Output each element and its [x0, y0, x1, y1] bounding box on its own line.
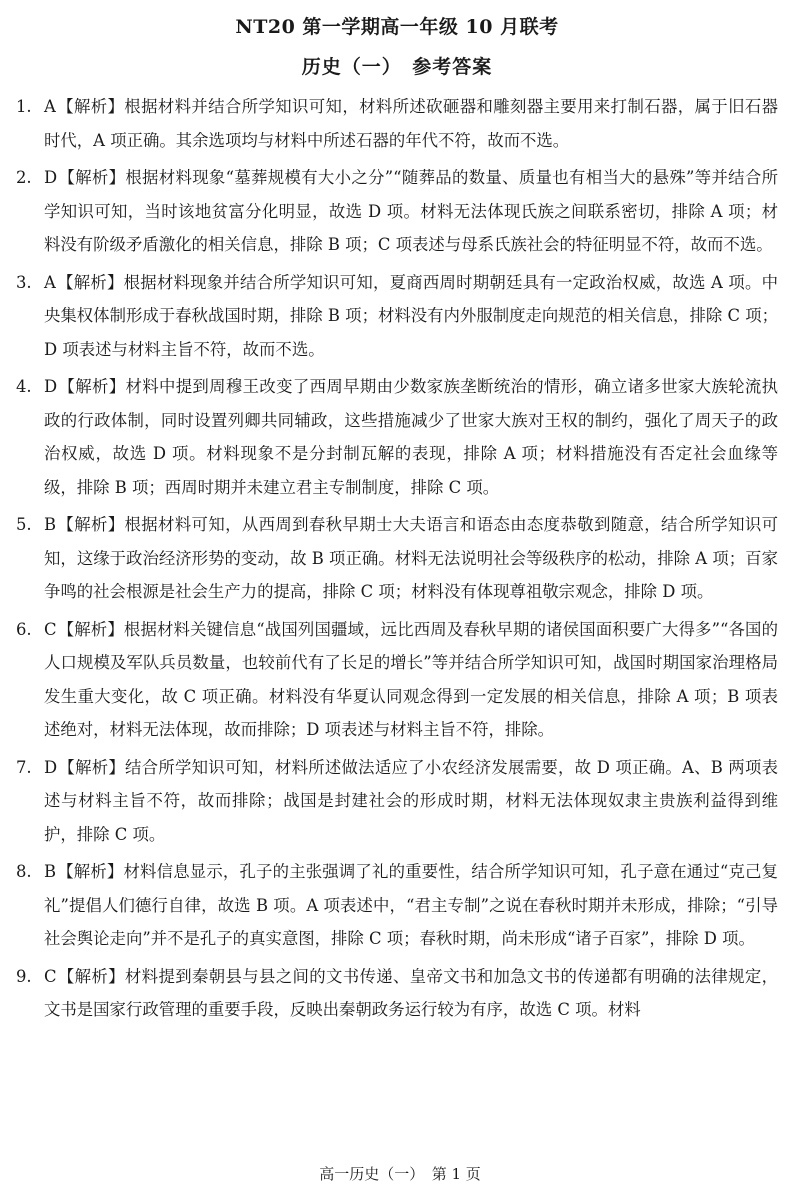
explanation: 【解析】根据材料现象并结合所学知识可知，夏商西周时期朝廷具有一定政治权威，故选 A 项。中央集权体制形成于春秋战国时期，排除 B 项；材料没有内外服制度走向规范的相关信息，排除 C 项；D 项表述与材料主旨不符，故而不选。 — [44, 272, 778, 359]
question-number: 2. — [16, 168, 32, 187]
answer-text — [44, 855, 778, 956]
explanation: 【解析】根据材料关键信息“战国列国疆域，远比西周及春秋早期的诸侯国面积要广大得多”“各国的人口规模及军队兵员数量，也较前代有了长足的增长”等并结合所学知识可知，战国时期国家治理格局发生重大变化，故 C 项正确。材料没有华夏认同观念得到一定发展的相关信息，排除 A 项；B 项表述绝对，材料无法体现，故而排除；D 项表述与材料主旨不符，排除。 — [44, 619, 778, 739]
question-number: 3. — [16, 272, 32, 292]
answer-letter: C — [44, 966, 57, 986]
answer-letter: D — [44, 377, 58, 396]
question-number: 9. — [16, 966, 32, 986]
answer-list — [16, 90, 778, 1027]
explanation: 【解析】材料提到秦朝县与县之间的文书传递、皇帝文书和加急文书的传递都有明确的法律规定，文书是国家行政管理的重要手段，反映出秦朝政务运行较为有序，故选 C 项。材料 — [44, 966, 778, 1019]
explanation: 【解析】根据材料现象“墓葬规模有大小之分”“随葬品的数量、质量也有相当大的悬殊”等并结合所学知识可知，当时该地贫富分化明显，故选 D 项。材料无法体现氏族之间联系密切，排除 A 项；材料没有阶级矛盾激化的相关信息，排除 B 项；C 项表述与母系氏族社会的特征明显不符，故而不选。 — [44, 168, 778, 254]
answer-letter: D — [44, 168, 58, 187]
answer-text — [44, 613, 778, 747]
answer-item-8 — [16, 855, 778, 956]
answer-item-5 — [16, 508, 778, 609]
answer-text — [44, 161, 778, 262]
answer-text — [44, 370, 778, 504]
question-number: 6. — [16, 619, 32, 639]
page-footer: 高一历史（一） 第 1 页 — [319, 1165, 481, 1183]
question-number: 7. — [16, 757, 32, 777]
question-number: 5. — [16, 515, 32, 534]
answer-item-6 — [16, 613, 778, 747]
answer-item-1 — [16, 90, 778, 157]
explanation: 【解析】材料中提到周穆王改变了西周早期由少数家族垄断统治的情形，确立诸多世家大族轮流执政的行政体制，同时设置列卿共同辅政，这些措施减少了世家大族对王权的制约，强化了周天子的政治权威，故选 D 项。材料现象不是分封制瓦解的表现，排除 A 项；材料措施没有否定社会血缘等级，排除 B 项；西周时期并未建立君主专制制度，排除 C 项。 — [44, 377, 778, 497]
answer-text — [44, 266, 778, 367]
answer-item-9 — [16, 960, 778, 1027]
exam-title: NT20 第一学期高一年级 10 月联考 — [235, 16, 559, 38]
answer-item-3 — [16, 266, 778, 367]
page-subtitle: 历史（一） 参考答案 — [301, 56, 493, 78]
answer-letter: A — [44, 272, 56, 292]
answer-item-7 — [16, 751, 778, 852]
question-number: 8. — [16, 862, 32, 881]
answer-item-2 — [16, 161, 778, 262]
explanation: 【解析】结合所学知识可知，材料所述做法适应了小农经济发展需要，故 D 项正确。A、B 两项表述与材料主旨不符，故而排除；战国是封建社会的形成时期，材料无法体现奴隶主贵族利益得到维护，排除 C 项。 — [44, 757, 778, 844]
answer-text — [44, 751, 778, 852]
explanation: 【解析】根据材料可知，从西周到春秋早期士大夫语言和语态由态度恭敬到随意，结合所学知识可知，这缘于政治经济形势的变动，故 B 项正确。材料无法说明社会等级秩序的松动，排除 A 项；百家争鸣的社会根源是社会生产力的提高，排除 C 项；材料没有体现尊祖敬宗观念，排除 D 项。 — [44, 515, 778, 601]
answer-letter: B — [44, 515, 57, 534]
answer-text — [44, 960, 778, 1027]
answer-text — [44, 90, 778, 157]
question-number: 1. — [16, 97, 32, 116]
answer-letter: A — [44, 97, 56, 116]
answer-letter: D — [44, 757, 58, 777]
answer-letter: C — [44, 619, 57, 639]
explanation: 【解析】材料信息显示，孔子的主张强调了礼的重要性，结合所学知识可知，孔子意在通过“克己复礼”提倡人们德行自律，故选 B 项。A 项表述中，“君主专制”之说在春秋时期并未形成，排除；“引导社会舆论走向”并不是孔子的真实意图，排除 C 项；春秋时期，尚未形成“诸子百家”，排除 D 项。 — [44, 862, 778, 948]
question-number: 4. — [16, 377, 32, 396]
answer-text — [44, 508, 778, 609]
answer-item-4 — [16, 370, 778, 504]
explanation: 【解析】根据材料并结合所学知识可知，材料所述砍砸器和雕刻器主要用来打制石器，属于旧石器时代，A 项正确。其余选项均与材料中所述石器的年代不符，故而不选。 — [44, 97, 778, 150]
answer-letter: B — [44, 862, 57, 881]
